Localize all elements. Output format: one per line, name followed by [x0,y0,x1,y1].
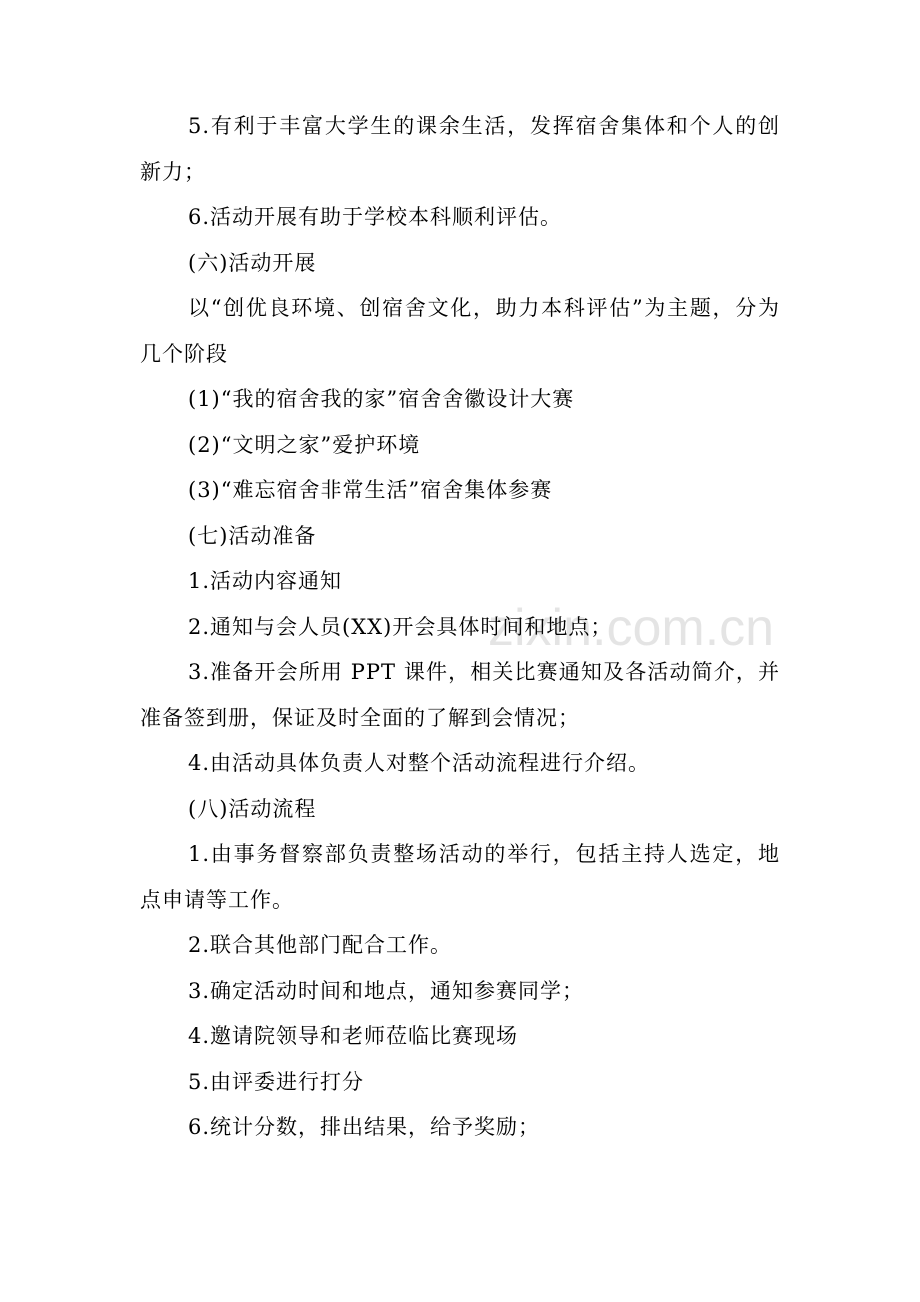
stage-item-1: (1)“我的宿舍我的家”宿舍舍徽设计大赛 [188,387,575,411]
flow-item-1: 1.由事务督察部负责整场活动的举行，包括主持人选定，地点申请等工作。 [140,842,780,912]
paragraph-item-6: 6.活动开展有助于学校本科顺利评估。 [188,205,563,229]
flow-item-4: 4.邀请院领导和老师莅临比赛现场 [188,1024,519,1048]
section-heading-7: (七)活动准备 [188,523,317,548]
stage-item-2: (2)“文明之家”爱护环境 [188,432,421,457]
section-heading-6: (六)活动开展 [188,250,317,275]
stage-item-3: (3)“难忘宿舍非常生活”宿舍集体参赛 [188,478,553,502]
paragraph-theme: 以“创优良环境、创宿舍文化，助力本科评估”为主题，分为几个阶段 [140,296,780,366]
prep-item-1: 1.活动内容通知 [188,569,343,593]
flow-item-2: 2.联合其他部门配合工作。 [188,933,453,957]
document-body [140,104,780,1151]
section-heading-8: (八)活动流程 [188,796,317,821]
flow-item-6: 6.统计分数，排出结果，给予奖励； [188,1115,541,1139]
flow-item-3: 3.确定活动时间和地点，通知参赛同学； [188,978,585,1003]
paragraph-item-5: 5.有利于丰富大学生的课余生活，发挥宿舍集体和个人的创新力； [140,114,780,184]
watermark: zixin.com.cn [488,599,775,657]
prep-item-2: 2.通知与会人员(XX)开会具体时间和地点； [188,614,613,639]
flow-item-5: 5.由评委进行打分 [188,1069,365,1094]
prep-item-3: 3.准备开会所用 PPT 课件，相关比赛通知及各活动简介，并准备签到册，保证及时全面的了解到会情况； [140,660,780,730]
prep-item-4: 4.由活动具体负责人对整个活动流程进行介绍。 [188,751,651,775]
